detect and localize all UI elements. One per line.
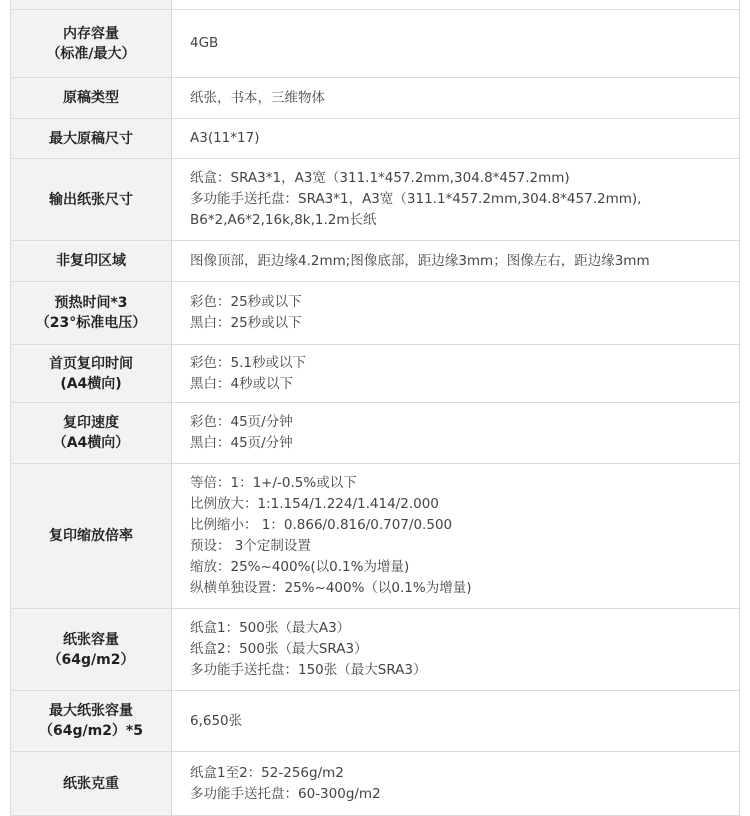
row-value <box>172 403 740 464</box>
value-text: 多功能手送托盘：150张（最大SRA3） <box>190 662 427 678</box>
table-row <box>11 241 740 282</box>
table-row <box>11 464 740 609</box>
label-text: 最大纸张容量 <box>49 703 133 719</box>
label-text: 非复印区域 <box>56 253 126 269</box>
value-text: 比例缩小： 1：0.866/0.816/0.707/0.500 <box>190 517 453 533</box>
table-row <box>11 0 740 10</box>
label-text: （64g/m2）*5 <box>38 723 143 739</box>
table-row <box>11 119 740 159</box>
label-text: 预热时间*3 <box>54 295 128 311</box>
value-text: 纸盒2：500张（最大SRA3） <box>190 641 368 657</box>
label-text: 原稿类型 <box>63 90 119 106</box>
value-text: 多功能手送托盘：SRA3*1，A3宽（311.1*457.2mm,304.8*457.2mm), <box>190 191 642 207</box>
value-text: B6*2,A6*2,16k,8k,1.2m长纸 <box>190 212 377 228</box>
label-text: 纸张克重 <box>63 775 119 792</box>
row-value <box>172 159 740 241</box>
label-text: （标准/最大） <box>46 45 136 62</box>
value-text: 黑白：25秒或以下 <box>190 315 302 331</box>
value-text: 4GB <box>190 35 219 51</box>
value-text: 多功能手送托盘：60-300g/m2 <box>190 785 381 802</box>
row-value <box>172 345 740 403</box>
row-value <box>172 119 740 159</box>
row-value <box>172 282 740 345</box>
table-row <box>11 609 740 691</box>
row-label <box>11 78 172 119</box>
row-value <box>172 78 740 119</box>
label-text: 首页复印时间 <box>49 355 133 372</box>
row-label <box>11 241 172 282</box>
label-text: 复印速度 <box>63 415 119 431</box>
row-value <box>172 241 740 282</box>
table-row <box>11 78 740 119</box>
row-label <box>11 752 172 816</box>
row-label <box>11 464 172 609</box>
label-text: （23°标准电压） <box>35 315 147 331</box>
row-label <box>11 403 172 464</box>
value-text: 比例放大：1:1.154/1.224/1.414/2.000 <box>190 496 439 512</box>
row-value <box>172 10 740 78</box>
row-value <box>172 691 740 752</box>
label-text: 最大原稿尺寸 <box>49 130 133 147</box>
value-text: 缩放：25%~400%(以0.1%为增量) <box>190 559 410 575</box>
row-value <box>172 609 740 691</box>
table-row <box>11 282 740 345</box>
row-label <box>11 0 172 10</box>
value-text: 纵横单独设置：25%~400%（以0.1%为增量) <box>190 580 472 596</box>
row-label <box>11 282 172 345</box>
value-text: 彩色：5.1秒或以下 <box>190 354 306 371</box>
value-text: 纸盒1至2：52-256g/m2 <box>190 764 344 781</box>
table-row <box>11 691 740 752</box>
value-text: 彩色：45页/分钟 <box>190 414 293 430</box>
label-text: （A4横向） <box>52 435 130 451</box>
value-text: 纸盒：SRA3*1，A3宽（311.1*457.2mm,304.8*457.2mm) <box>190 170 570 186</box>
value-text: 黑白：4秒或以下 <box>190 375 294 392</box>
spec-table <box>10 0 740 816</box>
label-text: （64g/m2） <box>47 651 135 668</box>
value-text: 预设： 3个定制设置 <box>190 538 311 554</box>
value-text: 6,650张 <box>190 712 243 729</box>
value-text: 纸盒1：500张（最大A3） <box>190 620 351 636</box>
row-label <box>11 119 172 159</box>
table-row <box>11 403 740 464</box>
row-value <box>172 752 740 816</box>
value-text: 黑白：45页/分钟 <box>190 435 293 451</box>
row-label <box>11 10 172 78</box>
value-text: 彩色：25秒或以下 <box>190 294 302 310</box>
table-row <box>11 752 740 816</box>
value-text: A3(11*17) <box>190 130 260 146</box>
row-label <box>11 345 172 403</box>
label-text: 复印缩放倍率 <box>49 528 133 544</box>
label-text: 输出纸张尺寸 <box>49 191 133 208</box>
label-text: 内存容量 <box>63 25 119 42</box>
row-label <box>11 609 172 691</box>
row-value <box>172 464 740 609</box>
value-text: 图像顶部，距边缘4.2mm;图像底部，距边缘3mm；图像左右，距边缘3mm <box>190 252 650 269</box>
value-text: 纸张，书本，三维物体 <box>190 89 325 106</box>
row-label <box>11 159 172 241</box>
table-row <box>11 345 740 403</box>
row-label <box>11 691 172 752</box>
table-row <box>11 159 740 241</box>
row-value <box>172 0 740 10</box>
label-text: 纸张容量 <box>63 631 119 648</box>
label-text: (A4横向) <box>60 375 122 392</box>
value-text: 等倍：1：1+/-0.5%或以下 <box>190 475 357 491</box>
table-row <box>11 10 740 78</box>
